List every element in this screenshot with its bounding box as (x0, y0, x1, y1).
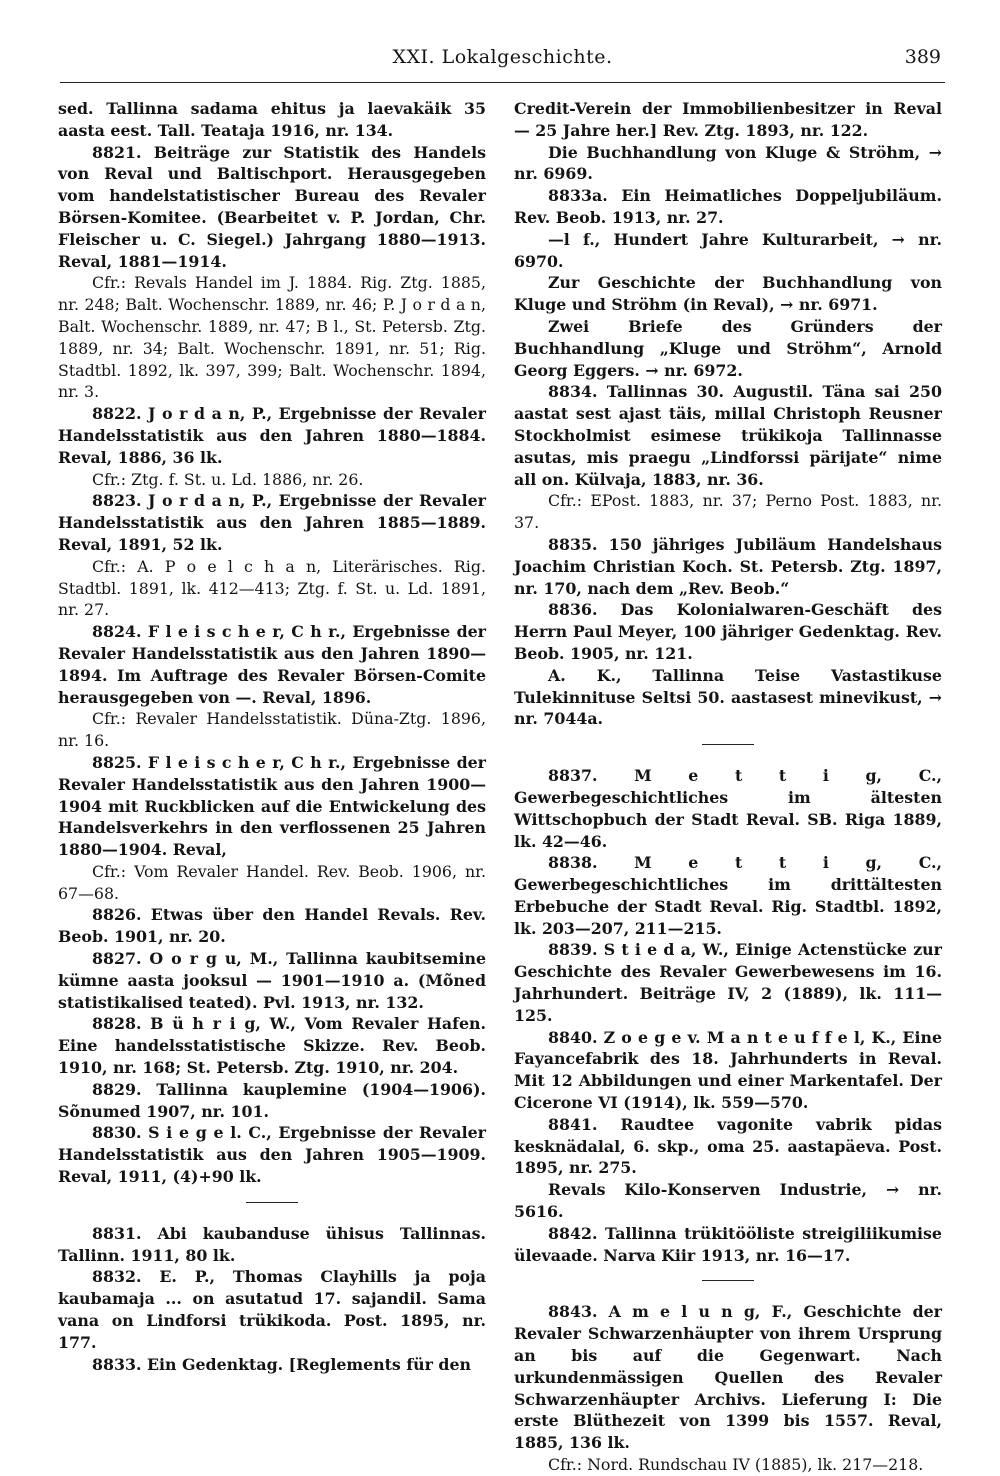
section-divider (246, 1202, 298, 1203)
running-head: XXI. Lokalgeschichte. (392, 46, 613, 68)
bibliography-entry: Zwei Briefe des Gründers der Buchhandlung „Kluge und Ströhm“, Arnold Georg Eggers. → nr. 6972. (514, 316, 942, 380)
bibliography-entry: 8823. J o r d a n, P., Ergebnisse der Revaler Handelsstatistik aus den Jahren 1885—1889. Reval, 1891, 52 lk. (58, 491, 486, 554)
cfr-reference: Cfr.: Nord. Rundschau IV (1885), lk. 217—218. (548, 1455, 924, 1475)
bibliography-entry: 8836. Das Kolonialwaren-Geschäft des Herrn Paul Meyer, 100 jähriger Gedenktag. Rev. Beob. 1905, nr. 121. (514, 600, 942, 663)
bibliography-entry: 8828. B ü h r i g, W., Vom Revaler Hafen. Eine handelsstatistische Skizze. Rev. Beob. 1910, nr. 168; St. Petersb. Ztg. 1910, nr. 204. (58, 1014, 486, 1078)
cfr-reference: Cfr.: A. P o e l c h a n, Literärisches. Rig. Stadtbl. 1891, lk. 412—413; Ztg. f. St. u. Ld. 1891, nr. 27. (58, 556, 486, 620)
bibliography-entry: 8843. A m e l u n g, F., Geschichte der Revaler Schwarzenhäupter von ihrem Ursprung an bis auf die Gegenwart. Nach urkundenmässigen Quellen des Revaler Schwarzenhäupter Archivs. Lieferung I: Die erste Blüthezeit von 1399 bis 1557. Reval, 1885, 136 lk. (514, 1302, 942, 1453)
bibliography-entry: 8830. S i e g e l. C., Ergebnisse der Revaler Handelsstatistik aus den Jahren 1905—1909. Reval, 1911, (4)+90 lk. (58, 1123, 486, 1187)
bibliography-entry: sed. Tallinna sadama ehitus ja laevakäik 35 aasta eest. Tall. Teataja 1916, nr. 134. (58, 99, 486, 140)
left-column (58, 98, 486, 1375)
bibliography-entry: 8826. Etwas über den Handel Revals. Rev. Beob. 1901, nr. 20. (58, 905, 486, 947)
bibliography-entry: 8840. Z o e g e v. M a n t e u f f e l, K., Eine Fayancefabrik des 18. Jahrhunderts in Reval. Mit 12 Abbildungen und einer Markentafel. Der Cicerone VI (1914), lk. 559—570. (514, 1027, 942, 1113)
bibliography-entry: 8821. Beiträge zur Statistik des Handels von Reval und Baltischport. Herausgegeben vom handelstatistischer Bureau des Revaler Börsen-Komitee. (Bearbeitet v. P. Jordan, Chr. Fleischer u. C. Siegel.) Jahrgang 1880—1913. Reval, 1881—1914. (58, 142, 486, 271)
section-divider (702, 1280, 754, 1281)
bibliography-entry: 8838. M e t t i g, C., Gewerbegeschichtliches im drittältesten Erbebuche der Stadt Reval. Rig. Stadtbl. 1892, lk. 203—207, 211—215. (514, 853, 942, 938)
bibliography-entry: Die Buchhandlung von Kluge & Ströhm, → nr. 6969. (514, 142, 942, 184)
page-number: 389 (904, 46, 941, 68)
bibliography-entry: Credit-Verein der Immobilienbesitzer in Reval — 25 Jahre her.] Rev. Ztg. 1893, nr. 122. (514, 99, 942, 140)
cfr-reference: Cfr.: EPost. 1883, nr. 37; Perno Post. 1883, nr. 37. (514, 491, 942, 533)
bibliography-entry: 8837. M e t t i g, C., Gewerbegeschichtliches im ältesten Wittschopbuch der Stadt Reval. SB. Riga 1889, lk. 42—46. (514, 766, 942, 851)
bibliography-entry: 8833. Ein Gedenktag. [Reglements für den (92, 1354, 472, 1374)
bibliography-entry: 8831. Abi kaubanduse ühisus Tallinnas. Tallinn. 1911, 80 lk. (58, 1223, 486, 1265)
bibliography-entry: 8839. S t i e d a, W., Einige Actenstücke zur Geschichte des Revaler Gewerbewesens im 16. Jahrhundert. Beiträge IV, 2 (1889), lk. 111—125. (514, 940, 942, 1025)
bibliography-entry: 8833a. Ein Heimatliches Doppeljubiläum. Rev. Beob. 1913, nr. 27. (514, 186, 942, 227)
bibliography-entry: 8835. 150 jähriges Jubiläum Handelshaus Joachim Christian Koch. St. Petersb. Ztg. 1897, nr. 170, nach dem „Rev. Beob.“ (514, 534, 942, 598)
cfr-reference: Cfr.: Vom Revaler Handel. Rev. Beob. 1906, nr. 67—68. (58, 861, 486, 903)
page-header (60, 42, 945, 83)
cfr-reference: Cfr.: Revals Handel im J. 1884. Rig. Ztg. 1885, nr. 248; Balt. Wochenschr. 1889, nr. 46; P. J o r d a n, Balt. Wochenschr. 1889, nr. 47; B l., St. Petersb. Ztg. 1889, nr. 34; Balt. Wochenschr. 1891, nr. 51; Rig. Stadtbl. 1892, lk. 397, 399; Balt. Wochenschr. 1894, nr. 3. (58, 273, 486, 402)
bibliography-entry: 8834. Tallinnas 30. Augustil. Täna sai 250 aastat sest ajast täis, millal Christoph Reusner Stockholmist esimese trükikoja Tallinnasse asutas, mis praegu „Lindforssi pärijate“ nime all on. Külvaja, 1883, nr. 36. (514, 382, 942, 489)
bibliography-entry: —l f., Hundert Jahre Kulturarbeit, → nr. 6970. (514, 229, 942, 271)
bibliography-entry: 8832. E. P., Thomas Clayhills ja poja kaubamaja ... on asutatud 17. sajandil. Sama vana on Lindforsi trükikoda. Post. 1895, nr. 177. (58, 1267, 486, 1352)
bibliography-entry: 8841. Raudtee vagonite vabrik pidas kesknädalal, 6. skp., oma 25. aastapäeva. Post. 1895, nr. 275. (514, 1114, 942, 1178)
cfr-reference: Cfr.: Ztg. f. St. u. Ld. 1886, nr. 26. (92, 469, 364, 489)
right-column (514, 98, 942, 1476)
section-divider (702, 744, 754, 745)
cfr-reference: Cfr.: Revaler Handelsstatistik. Düna-Ztg. 1896, nr. 16. (58, 709, 486, 751)
bibliography-entry: A. K., Tallinna Teise Vastastikuse Tulekinnituse Seltsi 50. aastasest minevikust, → nr. 7044a. (514, 665, 942, 729)
bibliography-entry: 8822. J o r d a n, P., Ergebnisse der Revaler Handelsstatistik aus den Jahren 1880—1884. Reval, 1886, 36 lk. (58, 404, 486, 467)
bibliography-entry: 8827. O o r g u, M., Tallinna kaubitsemine kümne aasta jooksul — 1901—1910 a. (Mõned statistikalised teated). Pvl. 1913, nr. 132. (58, 949, 486, 1012)
bibliography-entry: 8824. F l e i s c h e r, C h r., Ergebnisse der Revaler Handelsstatistik aus den Jahren 1890—1894. Im Auftrage des Revaler Börsen-Comite herausgegeben von —. Reval, 1896. (58, 622, 486, 707)
bibliography-entry: 8825. F l e i s c h e r, C h r., Ergebnisse der Revaler Handelsstatistik aus den Jahren 1900—1904 mit Ruckblicken auf die Entwickelung des Handelsverkehrs in den verflossenen 25 Jahren 1880—1904. Reval, (58, 752, 486, 860)
bibliography-entry: Revals Kilo-Konserven Industrie, → nr. 5616. (514, 1180, 942, 1222)
bibliography-entry: Zur Geschichte der Buchhandlung von Kluge und Ströhm (in Reval), → nr. 6971. (514, 273, 942, 315)
bibliography-entry: 8829. Tallinna kauplemine (1904—1906). Sõnumed 1907, nr. 101. (58, 1079, 486, 1121)
bibliography-entry: 8842. Tallinna trükitööliste streigiliikumise ülevaade. Narva Kiir 1913, nr. 16—17. (514, 1223, 942, 1265)
